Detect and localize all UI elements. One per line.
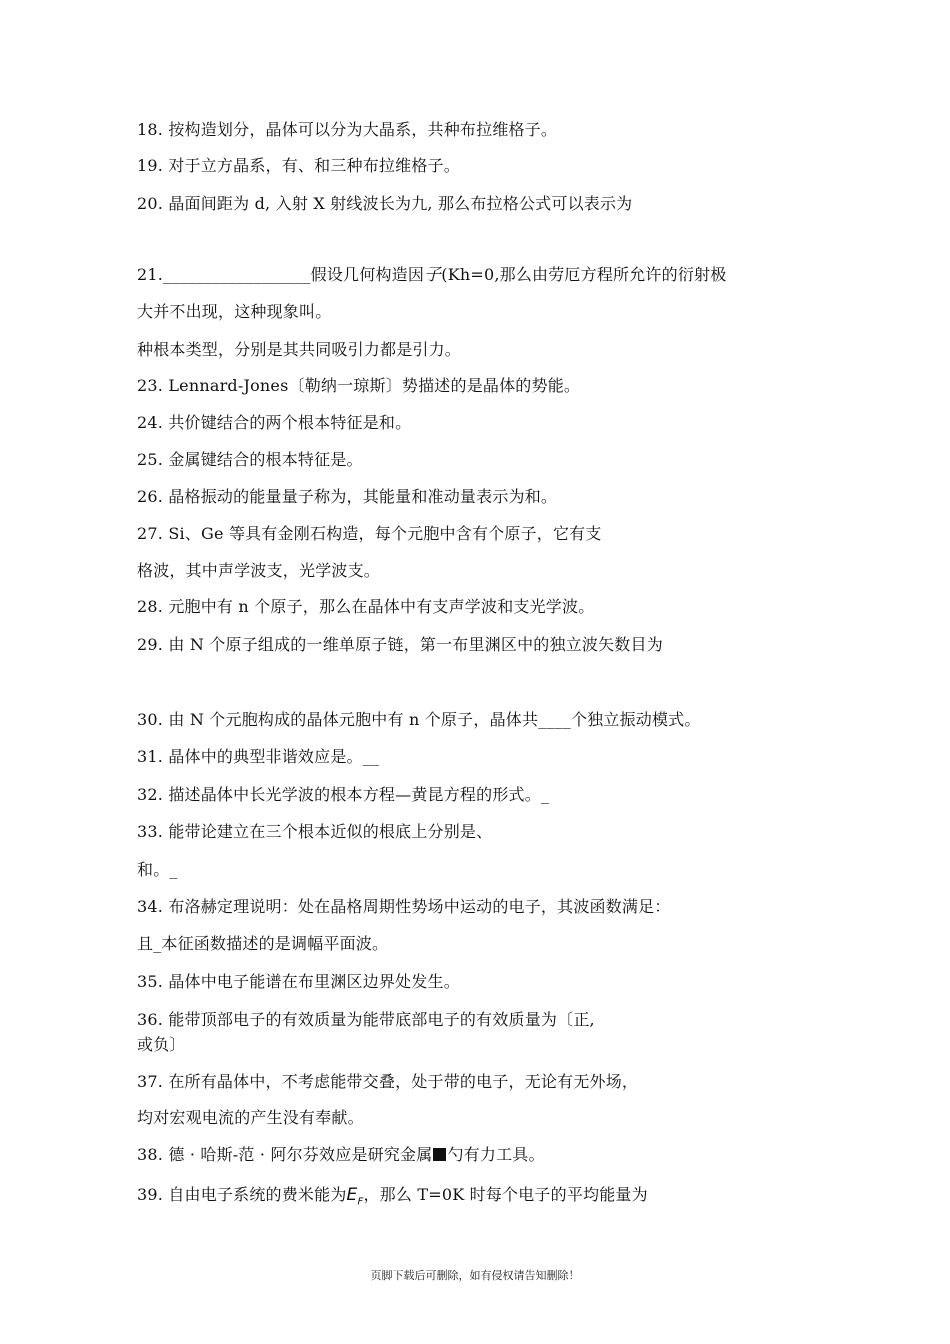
question-33-continued: 和。_ [137, 860, 178, 879]
question-18: 18. 按构造划分，晶体可以分为大晶系，共种布拉维格子。 [137, 120, 558, 139]
fermi-energy-letter: E [346, 1185, 358, 1205]
fermi-energy-subscript: F [357, 1196, 364, 1208]
question-27-continued: 格波，其中声学波支，光学波支。 [137, 561, 381, 580]
question-37: 37. 在所有晶体中，不考虑能带交叠，处于带的电子，无论有无外场， [137, 1072, 639, 1091]
question-35: 35. 晶体中电子能谱在布里渊区边界处发生。 [137, 972, 460, 991]
question-39-start: 39. 自由电子系统的费米能为 [137, 1185, 347, 1204]
question-39 [137, 1185, 648, 1212]
question-20: 20. 晶面间距为 d, 入射 X 射线波长为九, 那么布拉格公式可以表示为 [137, 194, 633, 213]
question-32: 32. 描述晶体中长光学波的根本方程—黄昆方程的形式。_ [137, 785, 550, 804]
question-25: 25. 金属键结合的根本特征是。 [137, 450, 363, 469]
page-footer: 页脚下载后可删除，如有侵权请告知删除！ [370, 1269, 580, 1282]
question-36-continued: 或负〕 [137, 1035, 186, 1054]
question-37-continued: 均对宏观电流的产生没有奉献。 [137, 1108, 364, 1127]
question-27: 27. Si、Ge 等具有金刚石构造，每个元胞中含有个原子，它有支 [137, 524, 602, 543]
question-38-end: 勺有力工具。 [447, 1145, 545, 1164]
question-34-continued: 且_本征函数描述的是调幅平面波。 [137, 934, 389, 953]
question-21-start: 21.__________________假设几何构造因 [137, 265, 425, 284]
question-22-fragment: 种根本类型，分别是其共同吸引力都是引力。 [137, 340, 462, 359]
question-21-continued: 大并不出现，这种现象叫。 [137, 302, 332, 321]
question-39-end: ，那么 T=0K 时每个电子的平均能量为 [363, 1185, 648, 1204]
question-30: 30. 由 N 个元胞构成的晶体元胞中有 n 个原子，晶体共____个独立振动模式。 [137, 710, 701, 729]
question-21 [137, 265, 726, 285]
question-29: 29. 由 N 个原子组成的一维单原子链，第一布里渊区中的独立波矢数目为 [137, 635, 663, 654]
question-28: 28. 元胞中有 n 个原子，那么在晶体中有支声学波和支光学波。 [137, 597, 595, 616]
question-36: 36. 能带顶部电子的有效质量为能带底部电子的有效质量为〔正, [137, 1010, 595, 1029]
question-26: 26. 晶格振动的能量量子称为，其能量和准动量表示为和。 [137, 487, 558, 506]
question-23: 23. Lennard-Jones〔勒纳一琼斯〕势描述的是晶体的势能。 [137, 376, 581, 395]
question-38-start: 38. 德 · 哈斯-范 · 阿尔芬效应是研究金属 [137, 1145, 433, 1164]
structure-factor-symbol: 子 [424, 265, 442, 285]
question-33: 33. 能带论建立在三个根本近似的根底上分别是、 [137, 822, 493, 841]
question-24: 24. 共价键结合的两个根本特征是和。 [137, 413, 412, 432]
question-21-end: (Kh=0,那么由劳厄方程所允许的衍射极 [441, 265, 727, 284]
black-square-glyph [433, 1148, 446, 1161]
question-34: 34. 布洛赫定理说明：处在晶格周期性势场中运动的电子，其波函数满足： [137, 897, 671, 916]
question-19: 19. 对于立方晶系，有、和三种布拉维格子。 [137, 156, 460, 175]
fermi-energy-symbol [346, 1185, 364, 1208]
question-31: 31. 晶体中的典型非谐效应是。__ [137, 747, 380, 766]
question-38 [137, 1145, 545, 1165]
